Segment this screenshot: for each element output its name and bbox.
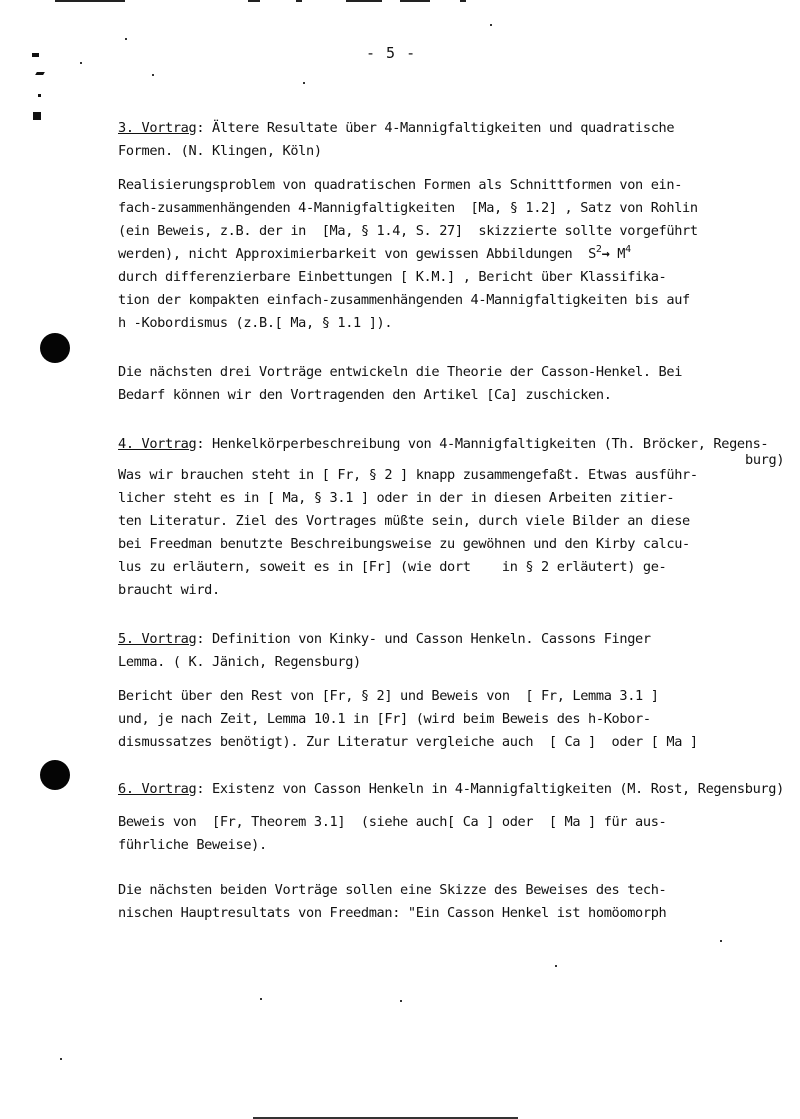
body-line: Was wir brauchen steht in [ Fr, § 2 ] knapp zusammengefaßt. Etwas ausführ- <box>118 467 698 483</box>
heading-text: : Ältere Resultate über 4-Mannigfaltigkeiten und quadratische <box>196 120 675 136</box>
body-line: Bedarf können wir den Vortragenden den Artikel [Ca] zuschicken. <box>118 387 612 403</box>
speck <box>60 1058 62 1060</box>
section-heading-vortrag-6 <box>118 780 784 798</box>
body-line: (ein Beweis, z.B. der in [Ma, § 1.4, S. 27] skizzierte sollte vorgeführt <box>118 223 698 239</box>
body-line: ten Literatur. Ziel des Vortrages müßte sein, durch viele Bilder an diese <box>118 513 690 529</box>
body-line: nischen Hauptresultats von Freedman: "Ein Casson Henkel ist homöomorph <box>118 905 667 921</box>
speck <box>125 38 127 40</box>
scan-edge-mark <box>248 0 260 2</box>
margin-mark <box>35 72 45 75</box>
body-line: braucht wird. <box>118 582 220 598</box>
page-number: - 5 - <box>366 44 417 62</box>
body-line-with-formula <box>118 245 631 263</box>
speck <box>400 1000 402 1002</box>
body-text: werden), nicht Approximierbarkeit von gewissen Abbildungen <box>118 246 589 262</box>
formula-exponent: 2 <box>595 244 602 255</box>
heading-text: : Definition von Kinky- und Casson Henkeln. Cassons Finger <box>196 631 651 647</box>
margin-mark <box>32 53 39 57</box>
speck <box>260 998 262 1000</box>
section-heading-vortrag-3 <box>118 119 674 137</box>
body-line: dismussatzes benötigt). Zur Literatur vergleiche auch [ Ca ] oder [ Ma ] <box>118 734 698 750</box>
scan-edge-mark <box>296 0 302 2</box>
speck <box>80 62 82 64</box>
heading-line: Formen. (N. Klingen, Köln) <box>118 143 322 159</box>
margin-mark <box>38 94 41 97</box>
formula-symbol: S <box>588 246 596 262</box>
scan-edge-mark <box>400 0 430 2</box>
speck <box>555 965 557 967</box>
body-line: Die nächsten beiden Vorträge sollen eine Skizze des Beweises des tech- <box>118 882 667 898</box>
body-line: führliche Beweise). <box>118 837 267 853</box>
body-line: durch differenzierbare Einbettungen [ K.M.] , Bericht über Klassifika- <box>118 269 667 285</box>
body-line: h -Kobordismus (z.B.[ Ma, § 1.1 ]). <box>118 315 393 331</box>
body-line: tion der kompakten einfach-zusammenhängenden 4-Mannigfaltigkeiten bis auf <box>118 292 690 308</box>
body-line: Die nächsten drei Vorträge entwickeln die Theorie der Casson-Henkel. Bei <box>118 364 683 380</box>
heading-line: burg) <box>745 452 785 468</box>
section-heading-vortrag-4 <box>118 435 768 453</box>
heading-text: : Existenz von Casson Henkeln in 4-Mannigfaltigkeiten (M. Rost, Regensburg) <box>196 781 784 797</box>
heading-line: Lemma. ( K. Jänich, Regensburg) <box>118 654 361 670</box>
heading-label: 5. Vortrag <box>118 631 197 647</box>
formula-exponent: 4 <box>625 244 631 255</box>
section-heading-vortrag-5 <box>118 630 651 648</box>
scan-edge-mark <box>346 0 382 2</box>
body-line: Realisierungsproblem von quadratischen Formen als Schnittformen von ein- <box>118 177 683 193</box>
heading-label: 3. Vortrag <box>118 120 197 136</box>
speck <box>490 24 492 26</box>
punch-hole <box>40 760 70 790</box>
margin-mark <box>33 112 41 120</box>
arrow-icon: → <box>601 246 610 262</box>
speck <box>720 940 722 942</box>
heading-text: : Henkelkörperbeschreibung von 4-Mannigfaltigkeiten (Th. Bröcker, Regens- <box>196 436 769 452</box>
speck <box>303 82 305 84</box>
body-line: und, je nach Zeit, Lemma 10.1 in [Fr] (wird beim Beweis des h-Kobor- <box>118 711 651 727</box>
scan-edge-mark <box>55 0 125 2</box>
heading-label: 4. Vortrag <box>118 436 197 452</box>
formula-symbol: M <box>617 246 626 262</box>
body-line: lus zu erläutern, soweit es in [Fr] (wie dort in § 2 erläutert) ge- <box>118 559 667 575</box>
body-line: licher steht es in [ Ma, § 3.1 ] oder in der in diesen Arbeiten zitier- <box>118 490 675 506</box>
heading-label: 6. Vortrag <box>118 781 197 797</box>
body-line: fach-zusammenhängenden 4-Mannigfaltigkeiten [Ma, § 1.2] , Satz von Rohlin <box>118 200 698 216</box>
speck <box>152 74 154 76</box>
formula <box>588 246 631 262</box>
body-line: Bericht über den Rest von [Fr, § 2] und Beweis von [ Fr, Lemma 3.1 ] <box>118 688 659 704</box>
punch-hole <box>40 333 70 363</box>
scan-edge-mark <box>460 0 466 2</box>
body-line: Beweis von [Fr, Theorem 3.1] (siehe auch[ Ca ] oder [ Ma ] für aus- <box>118 814 667 830</box>
body-line: bei Freedman benutzte Beschreibungsweise zu gewöhnen und den Kirby calcu- <box>118 536 690 552</box>
